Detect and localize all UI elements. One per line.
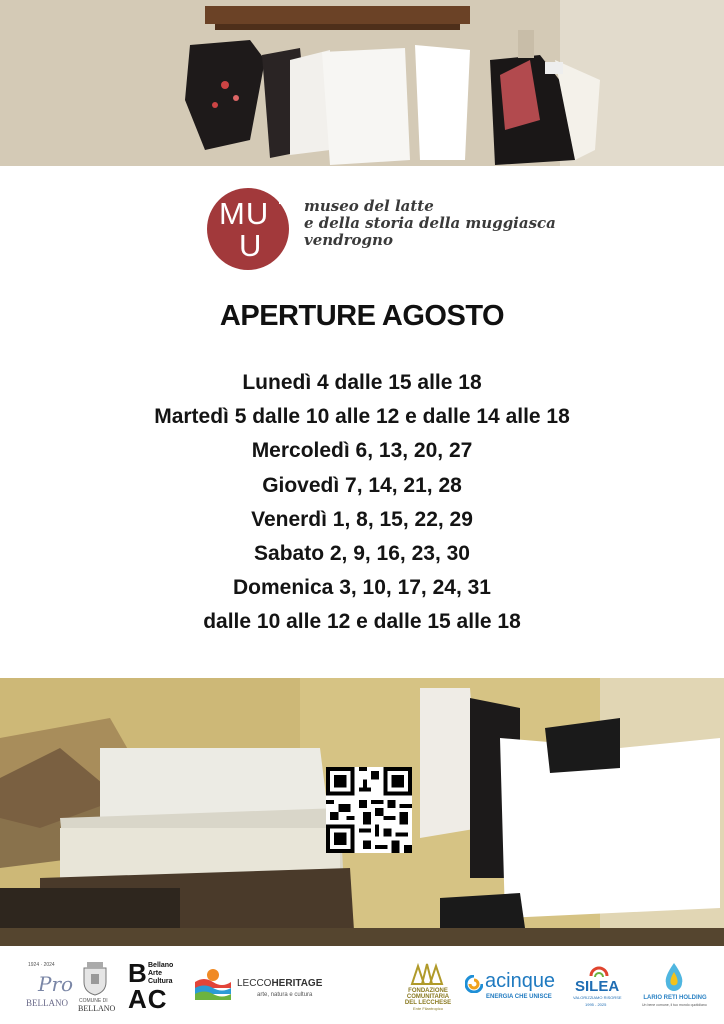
schedule-line: Sabato 2, 9, 16, 23, 30 [254, 541, 470, 565]
schedule-line: Domenica 3, 10, 17, 24, 31 [233, 576, 491, 600]
leccoheritage-logo: LECCOHERITAGE arte, natura e cultura [195, 968, 340, 1008]
comune-bellano-logo: COMUNE DI BELLANO [78, 960, 112, 1016]
logo-abbr-bottom: U [239, 228, 262, 263]
schedule-line: Mercoledì 6, 13, 20, 27 [251, 439, 473, 463]
sponsor-logos [0, 946, 724, 1024]
mu-logo-mark [207, 188, 289, 270]
people-icon [410, 962, 444, 986]
museum-name-line2: e della storia della muggiasca [304, 214, 556, 232]
opening-schedule [0, 366, 724, 640]
schedule-line: Venerdì 1, 8, 15, 22, 29 [251, 507, 473, 531]
landscape-waves-icon [195, 968, 231, 1000]
qr-code-icon [326, 767, 412, 853]
top-museum-photo [0, 0, 724, 166]
logo-divider [279, 202, 291, 204]
qr-code[interactable] [326, 767, 412, 853]
schedule-line: Lunedì 4 dalle 15 alle 18 [242, 371, 482, 394]
page-title: APERTURE AGOSTO [219, 300, 505, 332]
museum-logo [207, 188, 567, 270]
schedule-line: Martedì 5 dalle 10 alle 12 e dalle 14 alle 18 [154, 405, 570, 429]
schedule-line: dalle 10 alle 12 e dalle 15 alle 18 [203, 610, 521, 634]
proloco-bellano-logo: 1924 · 2024 Pro BELLANO [26, 962, 74, 1008]
museum-name-line1: museo del latte [304, 197, 434, 215]
fondazione-comunitaria-logo: FONDAZIONE COMUNITARIA DEL LECCHESE Ente Filantropico [398, 962, 458, 1022]
museum-name-line3: vendrogno [304, 231, 393, 249]
lario-reti-holding-logo: LARIO RETI HOLDING Un bene comune, il tuo mondo quotidiano [640, 962, 710, 1020]
acinque-logo: acinque ENERGIA CHE UNISCE [465, 972, 565, 1006]
logo-abbr-top: MU [219, 196, 270, 231]
bac-logo: B AC Bellano Arte Cultura [128, 958, 174, 1014]
coat-of-arms-icon [82, 962, 108, 996]
costumes-illustration [0, 0, 724, 166]
acinque-swirl-icon [465, 975, 483, 993]
schedule-line: Giovedì 7, 14, 21, 28 [262, 473, 462, 497]
museum-name [304, 198, 556, 249]
silea-logo: SILEA VALORIZZIAMO RISORSE 1995 - 2025 [573, 964, 629, 1014]
water-drop-icon [663, 962, 685, 992]
